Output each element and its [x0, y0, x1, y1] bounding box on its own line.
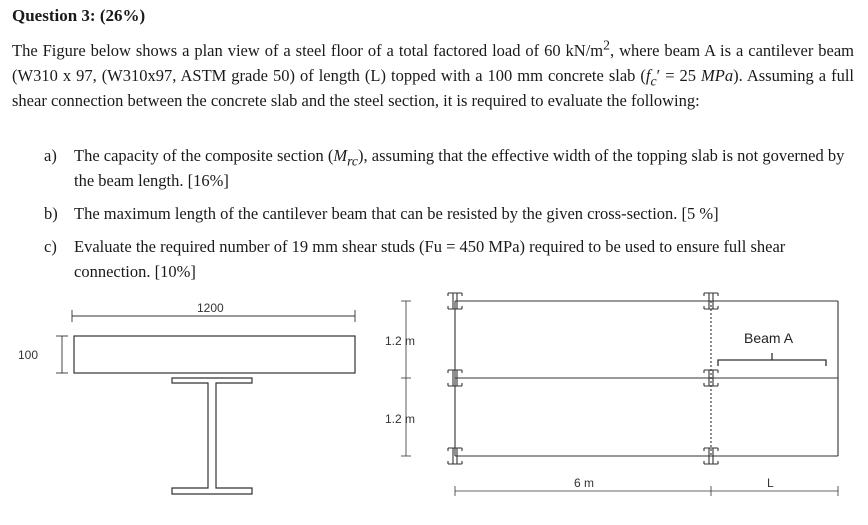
span-label: 6 m [574, 476, 595, 490]
intro-superscript: 2 [603, 37, 611, 53]
concrete-slab [74, 336, 355, 373]
item-letter: b) [44, 204, 58, 223]
slab-depth-label: 100 [18, 348, 39, 362]
mpa-unit: MPa [701, 66, 734, 85]
spacing-bottom-label: 1.2 m [385, 412, 416, 426]
fc-subscript: c [650, 73, 657, 89]
item-a-text-2: ), assuming that the effective width of the topping slab is not governed by the beam length. [16%] [74, 146, 845, 190]
intro-text-2: , where beam A is a cantilever beam (W310 x 97, (W310x97, ASTM grade 50) of length (L) topped with a 100 mm concrete slab ( [12, 41, 854, 85]
cantilever-length-label: L [767, 476, 774, 490]
item-letter: c) [44, 237, 57, 256]
beam-a-bracket [718, 360, 826, 366]
mrc-symbol: M [333, 146, 348, 165]
spacing-top-label: 1.2 m [385, 334, 416, 348]
slab-width-label: 1200 [197, 301, 224, 315]
fc-symbol: f [645, 66, 651, 85]
item-letter: a) [44, 146, 57, 165]
item-c-text: Evaluate the required number of 19 mm shear studs (Fu = 450 MPa) required to be used to ensure full shear connection. [10%] [74, 237, 786, 281]
question-title: Question 3: (26%) [12, 6, 146, 25]
mrc-subscript: rc [347, 153, 359, 169]
steel-i-section [172, 378, 252, 494]
beam-a-label: Beam A [744, 330, 794, 346]
intro-text-4: ). Assuming a full shear connection between the concrete slab and the steel section, it is required to evaluate the following: [12, 66, 854, 110]
item-b-text: The maximum length of the cantilever beam that can be resisted by the given cross-section. [5 %] [74, 204, 719, 223]
intro-text-3: = 25 [660, 66, 702, 85]
composite-section [56, 310, 355, 494]
item-a-text-1: The capacity of the composite section ( [74, 146, 334, 165]
fc-prime: ′ [656, 66, 661, 85]
intro-text-1: The Figure below shows a plan view of a steel floor of a total factored load of 60 kN/m [12, 41, 604, 60]
